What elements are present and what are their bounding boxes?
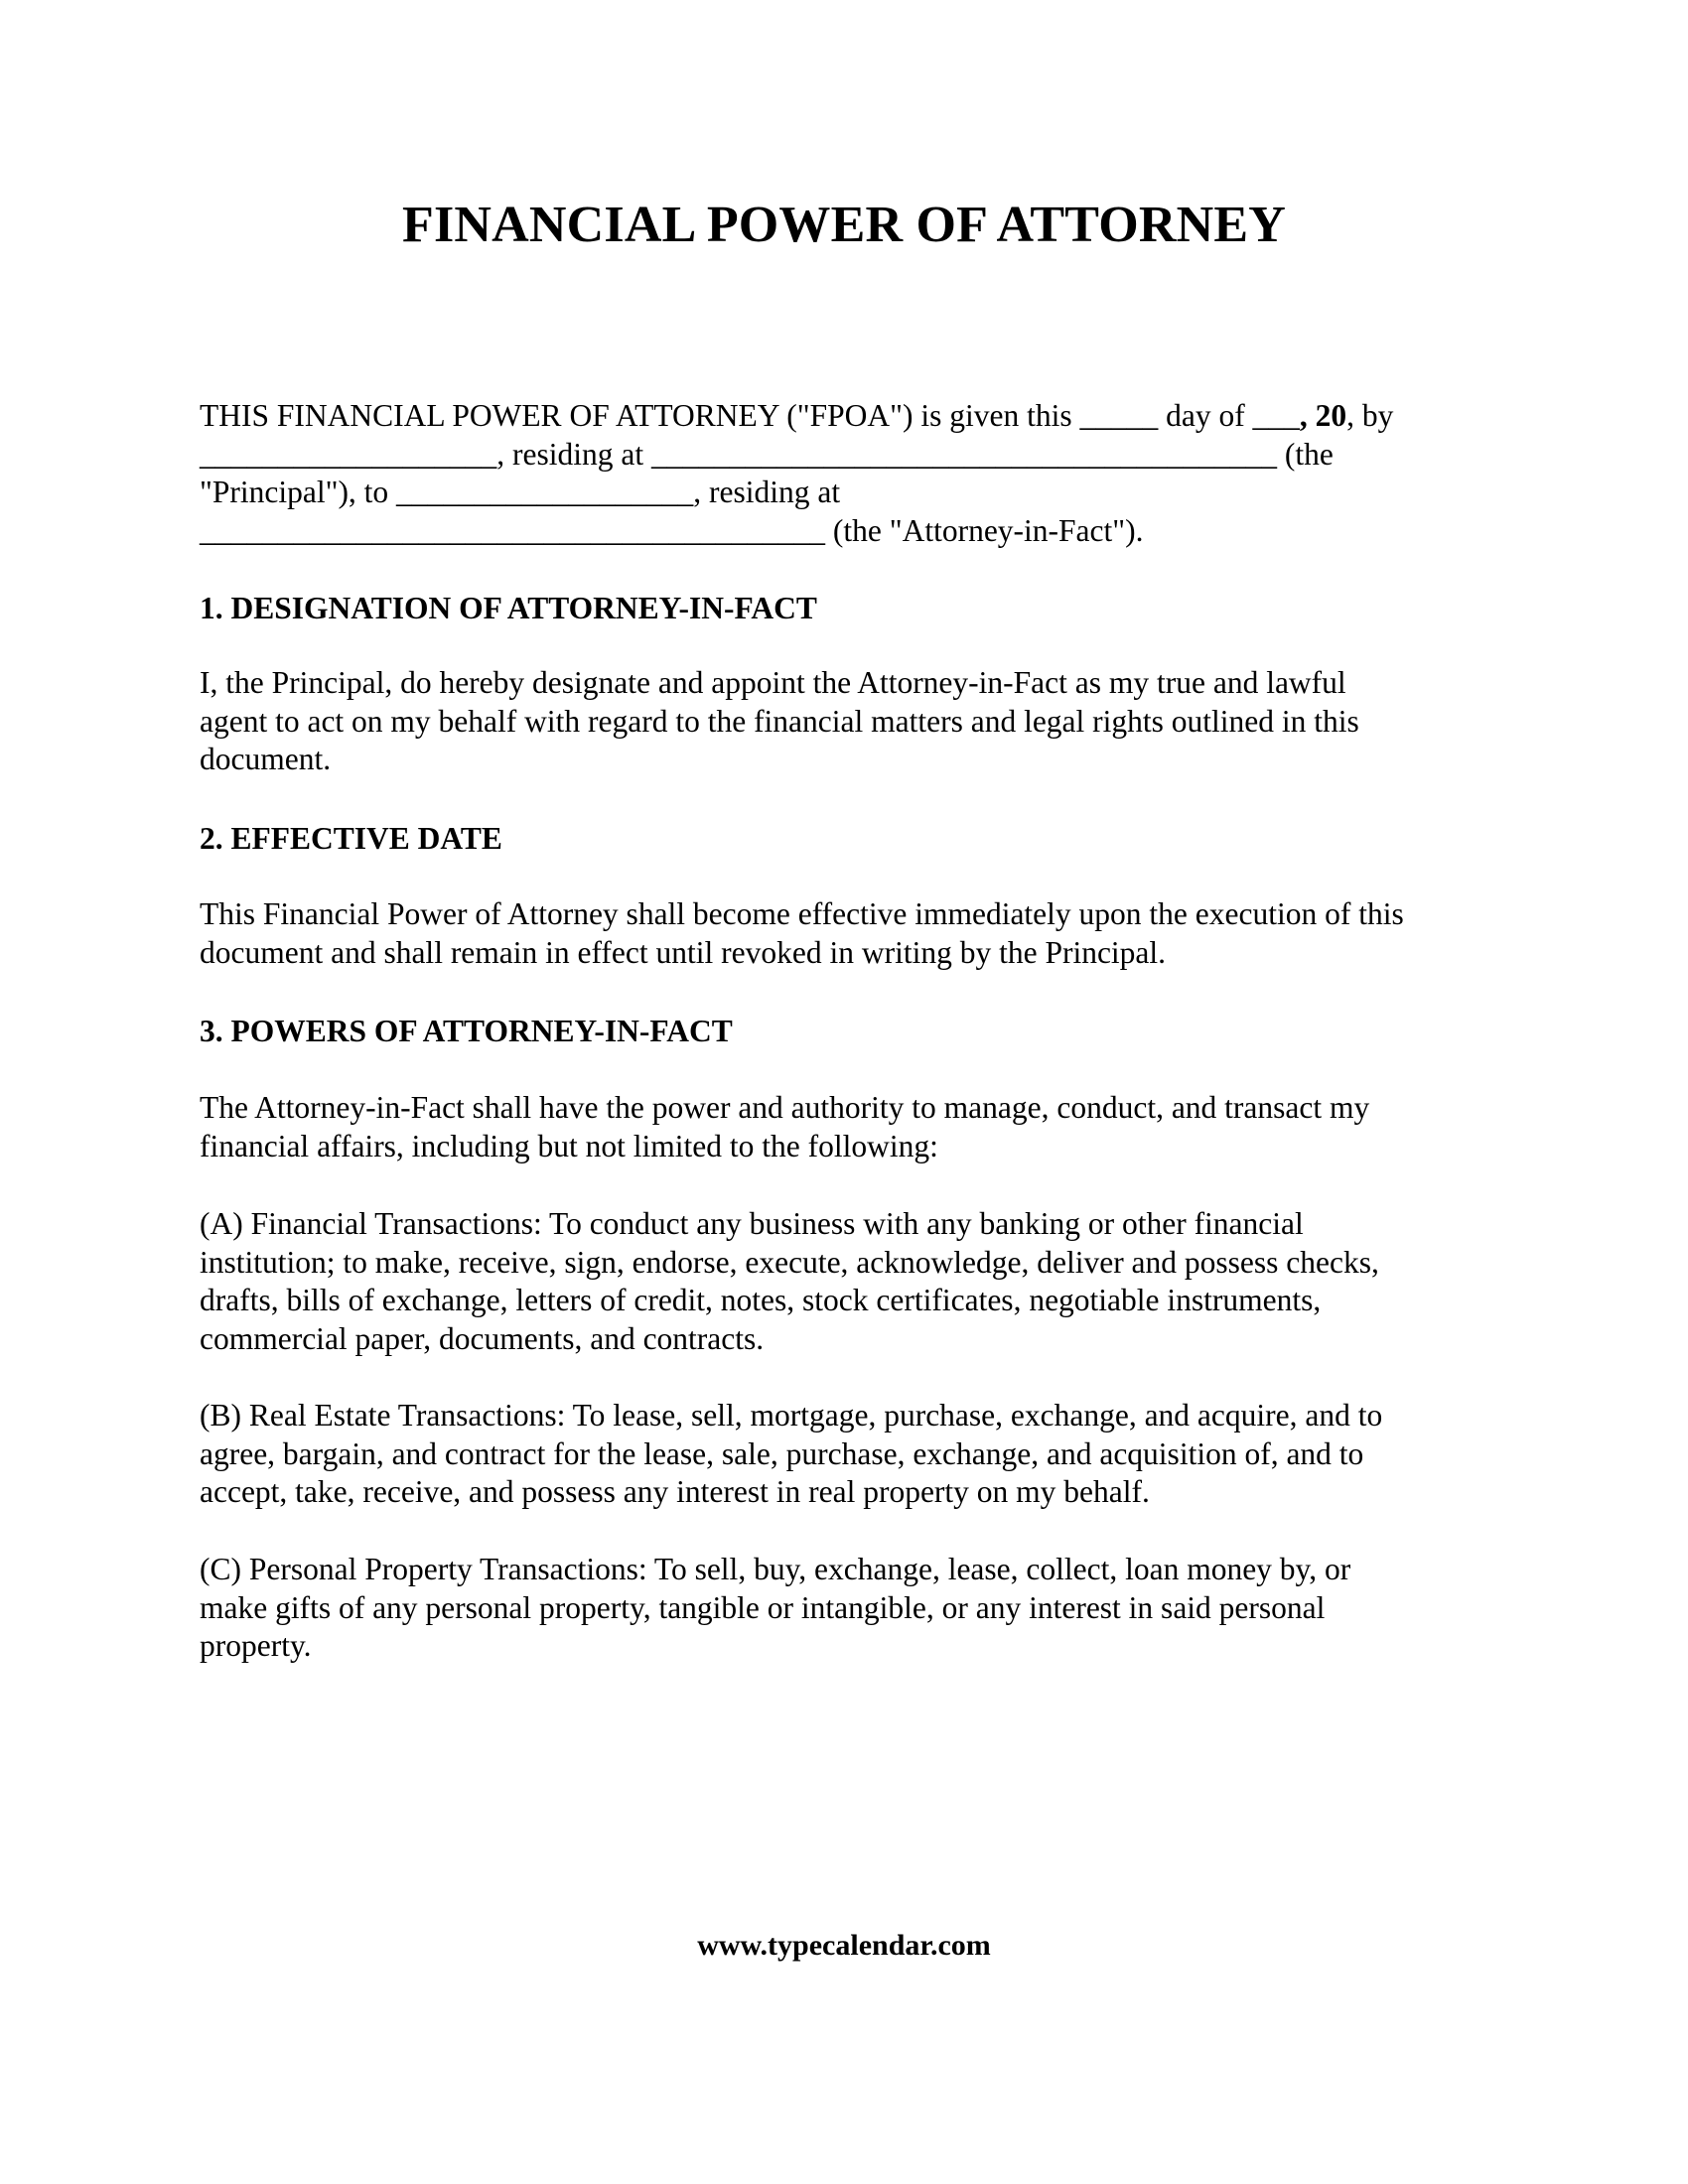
section-1-line-1: I, the Principal, do hereby designate and appoint the Attorney-in-Fact as my true and lawful [200,665,1346,700]
intro-line-1-end: , by [1346,398,1394,433]
document-title: FINANCIAL POWER OF ATTORNEY [402,197,1286,253]
intro-line-1-text: THIS FINANCIAL POWER OF ATTORNEY ("FPOA") is given this _____ day of ___ [200,398,1300,433]
power-b-line-3: accept, take, receive, and possess any interest in real property on my behalf. [200,1474,1150,1509]
power-b-line-2: agree, bargain, and contract for the lease, sale, purchase, exchange, and acquisition of, and to [200,1435,1364,1471]
power-c-paragraph [200,1551,1490,1666]
power-b-line-1: (B) Real Estate Transactions: To lease, sell, mortgage, purchase, exchange, and acquire, and to [200,1398,1383,1433]
section-3-line-2: financial affairs, including but not limited to the following: [200,1128,938,1163]
power-b-paragraph [200,1397,1490,1512]
section-2-line-2: document and shall remain in effect until revoked in writing by the Principal. [200,934,1167,970]
intro-paragraph [200,397,1490,550]
power-a-line-1: (A) Financial Transactions: To conduct any business with any banking or other financial [200,1206,1304,1241]
section-1-line-2: agent to act on my behalf with regard to the financial matters and legal rights outlined in this [200,703,1359,739]
footer-website-link[interactable]: www.typecalendar.com [697,1929,991,1962]
section-1-line-3: document. [200,742,332,776]
section-3-line-1: The Attorney-in-Fact shall have the power and authority to manage, conduct, and transact my [200,1090,1370,1125]
power-c-line-1: (C) Personal Property Transactions: To sell, buy, exchange, lease, collect, loan money by, or [200,1552,1351,1586]
intro-line-3: "Principal"), to ___________________, residing at [200,475,841,509]
power-a-paragraph [200,1205,1490,1358]
section-2-heading: 2. EFFECTIVE DATE [200,821,502,856]
section-1-paragraph [200,664,1490,779]
year-prefix: , 20 [1299,398,1347,433]
power-a-line-4: commercial paper, documents, and contracts. [200,1320,765,1356]
section-1-heading: 1. DESIGNATION OF ATTORNEY-IN-FACT [200,591,817,625]
power-a-line-3: drafts, bills of exchange, letters of credit, notes, stock certificates, negotiable instruments, [200,1283,1322,1317]
power-c-line-2: make gifts of any personal property, tangible or intangible, or any interest in said personal [200,1589,1326,1625]
power-c-line-3: property. [200,1628,312,1663]
intro-line-2: ___________________, residing at ________________________________________ (the [200,436,1334,472]
power-a-line-2: institution; to make, receive, sign, endorse, execute, acknowledge, deliver and possess checks, [200,1244,1379,1280]
section-3-heading: 3. POWERS OF ATTORNEY-IN-FACT [200,1014,733,1048]
intro-line-4: ________________________________________ (the "Attorney-in-Fact"). [200,512,1144,548]
intro-line-1 [200,397,1490,436]
section-2-line-1: This Financial Power of Attorney shall become effective immediately upon the execution of this [200,896,1404,931]
section-2-paragraph [200,895,1490,972]
section-3-paragraph [200,1089,1490,1165]
